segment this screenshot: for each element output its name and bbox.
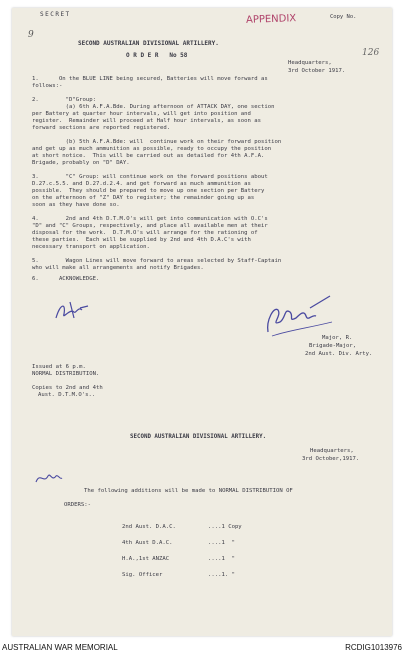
distribution-row-name: 2nd Aust. D.A.C. [122,524,176,530]
distribution-row-qty: ....1 " [208,540,235,546]
archive-footer [0,640,406,654]
body-line: 4. 2nd and 4th D.T.M.O's will get into communication with O.C's [32,216,268,222]
archive-reference: RCDIG1013976 [345,643,402,652]
addendum-date: 3rd October,1917. [302,456,360,462]
handwritten-initials-small [34,470,64,486]
body-line: forward sections are reported registered. [32,125,171,131]
body-line: these parties. Each will be supplied by 2nd and 4th D.A.C's with [32,237,251,243]
body-line: register. Remainder will proceed at Half hour intervals, as soon as [32,118,262,124]
body-line: necessary transport on application. [32,244,150,250]
body-line: 3. "C" Group: will continue work on the forward positions about [32,174,268,180]
document-page [12,8,392,636]
issued-time: Issued at 6 p.m. [32,364,86,370]
secret-stamp: SECRET [40,11,71,18]
distribution-row-name: H.A.,1st ANZAC [122,556,170,562]
handwritten-initials [52,298,92,324]
signatory-role: Brigade-Major, [309,343,357,349]
body-line: Brigade, probably on "D" DAY. [32,160,130,166]
body-line: soon as they have done so. [32,202,120,208]
body-line: at short notice. This will be carried out as detailed for 4th A.F.A. [32,153,265,159]
body-line: 6. ACKNOWLEDGE. [32,276,100,282]
body-line: and get up as much ammunition as possible, ready to occupy the position [32,146,272,152]
signatory-rank: Major, R. [322,335,353,341]
page-annotation: 126 [362,48,380,58]
distribution-row-name: 4th Aust D.A.C. [122,540,173,546]
document-title: SECOND AUSTRALIAN DIVISIONAL ARTILLERY. [78,40,219,47]
body-line: (a) 6th A.F.A.Bde. During afternoon of ATTACK DAY, one section [32,104,275,110]
distribution-row-qty: ....1 " [208,556,235,562]
addendum-title: SECOND AUSTRALIAN DIVISIONAL ARTILLERY. [130,434,267,440]
body-line: (b) 5th A.F.A.Bde: will continue work on their forward position [32,139,282,145]
order-date: 3rd October 1917. [288,68,346,74]
distribution-row-name: Sig. Officer [122,572,163,578]
body-line: 5. Wagon Lines will move forward to areas selected by Staff-Captain [32,258,282,264]
handwritten-nine: 9 [28,30,34,40]
addendum-intro: The following additions will be made to NORMAL DISTRIBUTION OF [84,488,293,494]
distribution-row-qty: ....1. " [208,572,235,578]
appendix-stamp: APPENDIX [245,13,297,26]
copies-to: Copies to 2nd and 4th [32,385,103,391]
body-line: per Battery at quarter hour intervals, will get into position and [32,111,251,117]
body-line: "D" and "C" Groups, respectively, and place all available men at their [32,223,268,229]
body-line: follows:- [32,83,63,89]
body-line: 2. "D"Group: [32,97,96,103]
signatory-unit: 2nd Aust. Div. Arty. [305,351,373,357]
body-line: on the afternoon of "Z" DAY to register; the remainder going up as [32,195,255,201]
body-line: D.27.c.5.5. and D.27.d.2.4. and get forward as much ammunition as [32,181,251,187]
headquarters-label: Headquarters, [288,60,332,66]
archive-name: AUSTRALIAN WAR MEMORIAL [2,643,118,652]
body-line: who will make all arrangements and notify Brigades. [32,265,204,271]
body-line: 1. On the BLUE LINE being secured, Batteries will move forward as [32,76,268,82]
copies-to-dtmos: Aust. D.T.M.O's.. [38,392,96,398]
body-line: possible. They should be prepared to move up one section per Battery [32,188,265,194]
order-number: O R D E R No 58 [126,52,188,59]
addendum-hq: Headquarters, [310,448,354,454]
addendum-intro-cont: ORDERS:- [64,502,91,508]
copy-number: Copy No. [330,14,357,20]
distribution-label: NORMAL DISTRIBUTION. [32,371,100,377]
distribution-row-qty: ....1 Copy [208,524,242,530]
body-line: disposal for the work. D.T.M.O's will arrange for the rationing of [32,230,258,236]
